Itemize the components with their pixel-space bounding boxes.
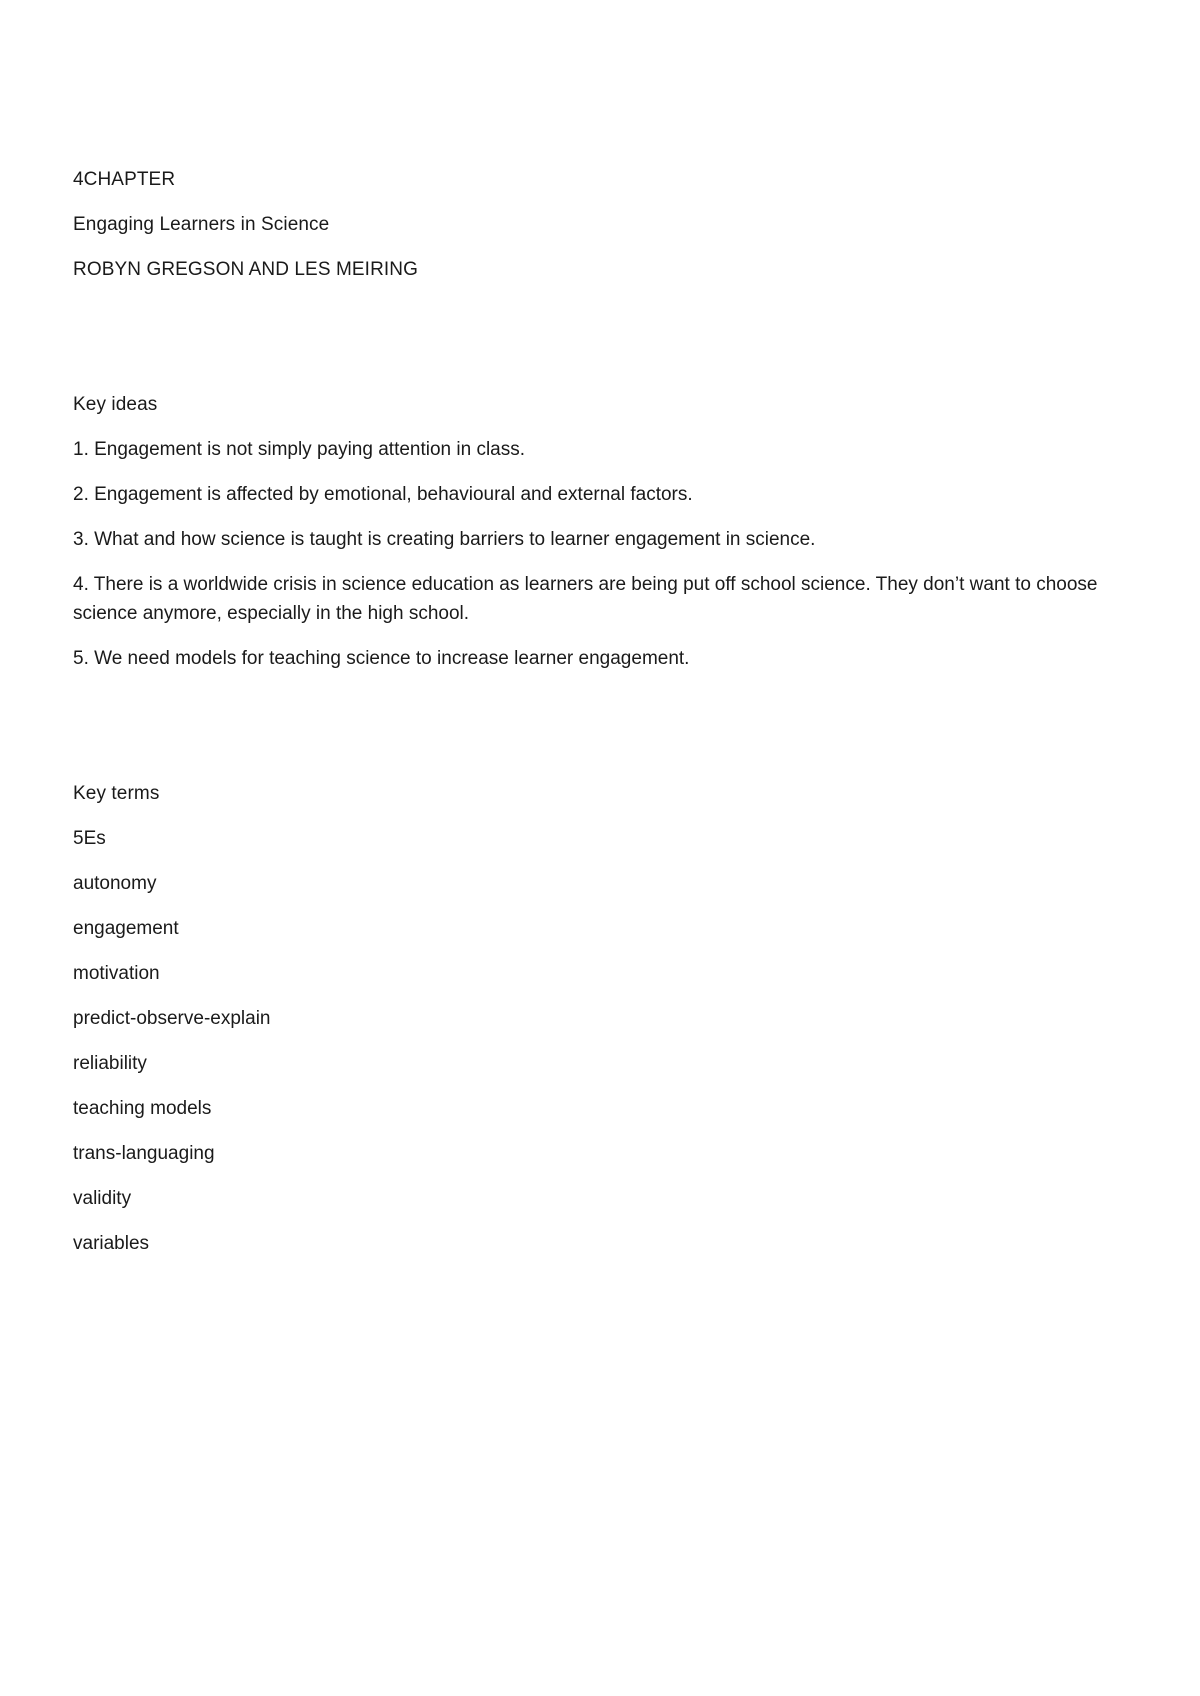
key-terms-list (73, 824, 1113, 1258)
chapter-title: Engaging Learners in Science (73, 214, 330, 235)
key-term-item: autonomy (73, 873, 157, 894)
key-idea-item: 1. Engagement is not simply paying attention in class. (73, 439, 526, 460)
key-idea-item: 5. We need models for teaching science to increase learner engagement. (73, 648, 690, 669)
key-idea-item: 2. Engagement is affected by emotional, behavioural and external factors. (73, 484, 693, 505)
key-term-item: teaching models (73, 1098, 212, 1119)
key-idea-item: 4. There is a worldwide crisis in science education as learners are being put off school science. They don’t want to choose science anymore, especially in the high school. (73, 574, 1098, 624)
chapter-label: 4CHAPTER (73, 169, 176, 190)
spacer (73, 300, 1113, 390)
key-idea-item: 3. What and how science is taught is creating barriers to learner engagement in science. (73, 529, 816, 550)
key-term-item: trans-languaging (73, 1143, 215, 1164)
key-term-item: engagement (73, 918, 179, 939)
key-term-item: reliability (73, 1053, 147, 1074)
key-term-item: predict-observe-explain (73, 1008, 271, 1029)
key-term-item: variables (73, 1233, 150, 1254)
chapter-authors: ROBYN GREGSON AND LES MEIRING (73, 259, 418, 280)
key-term-item: 5Es (73, 828, 106, 849)
key-ideas-heading: Key ideas (73, 394, 158, 415)
key-terms-heading: Key terms (73, 783, 160, 804)
key-term-item: motivation (73, 963, 160, 984)
key-ideas-list (73, 435, 1113, 673)
spacer (73, 689, 1113, 779)
key-term-item: validity (73, 1188, 132, 1209)
page-content (73, 165, 1113, 1274)
